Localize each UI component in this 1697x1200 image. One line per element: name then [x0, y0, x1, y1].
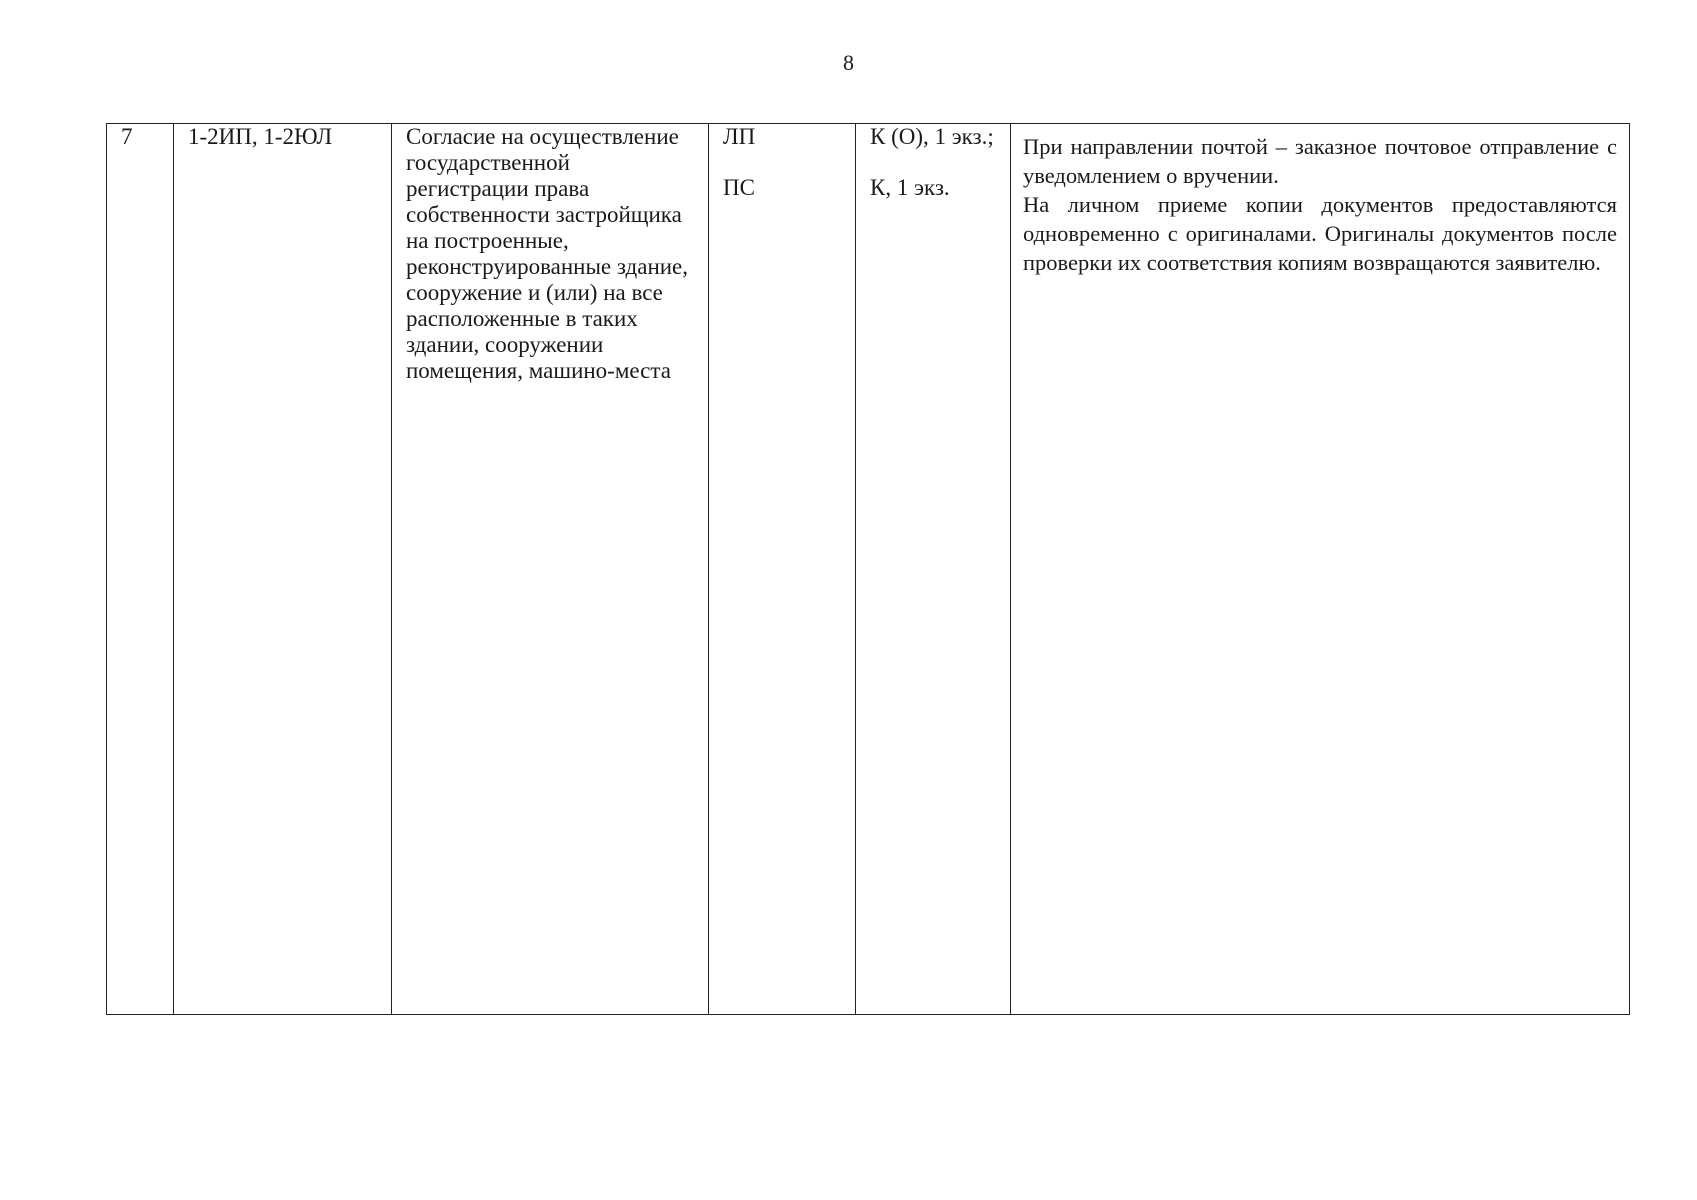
submitter-ps: ПС [723, 175, 755, 200]
notes-cell [1011, 124, 1630, 1015]
document-table [106, 123, 1630, 1015]
row-number-cell [107, 124, 174, 1015]
table-row [107, 124, 1630, 1015]
note-postal: При направлении почтой – заказное почтовое отправление с уведомлением о вручении. [1023, 134, 1617, 188]
form-original-copy: К (О), 1 экз.; [870, 124, 994, 149]
row-number: 7 [121, 124, 133, 149]
form-copy: К, 1 экз. [870, 175, 950, 200]
form-cell [856, 124, 1011, 1015]
note-in-person: На личном приеме копии документов предоставляются одновременно с оригиналами. Оригиналы документов после проверки их соответствия копиям возвращаются заявителю. [1023, 192, 1617, 275]
submitter-cell [709, 124, 856, 1015]
document-name: Согласие на осуществление государственной регистрации права собственности застройщика на построенные, реконструированные здание, сооружение и (или) на все расположенные в таких здании, сооружении помещения, машино-места [406, 124, 689, 383]
submitter-lp: ЛП [723, 124, 756, 149]
applicant-codes: 1-2ИП, 1-2ЮЛ [188, 124, 333, 149]
document-name-cell [392, 124, 709, 1015]
page-number: 8 [843, 50, 854, 75]
codes-cell [174, 124, 392, 1015]
